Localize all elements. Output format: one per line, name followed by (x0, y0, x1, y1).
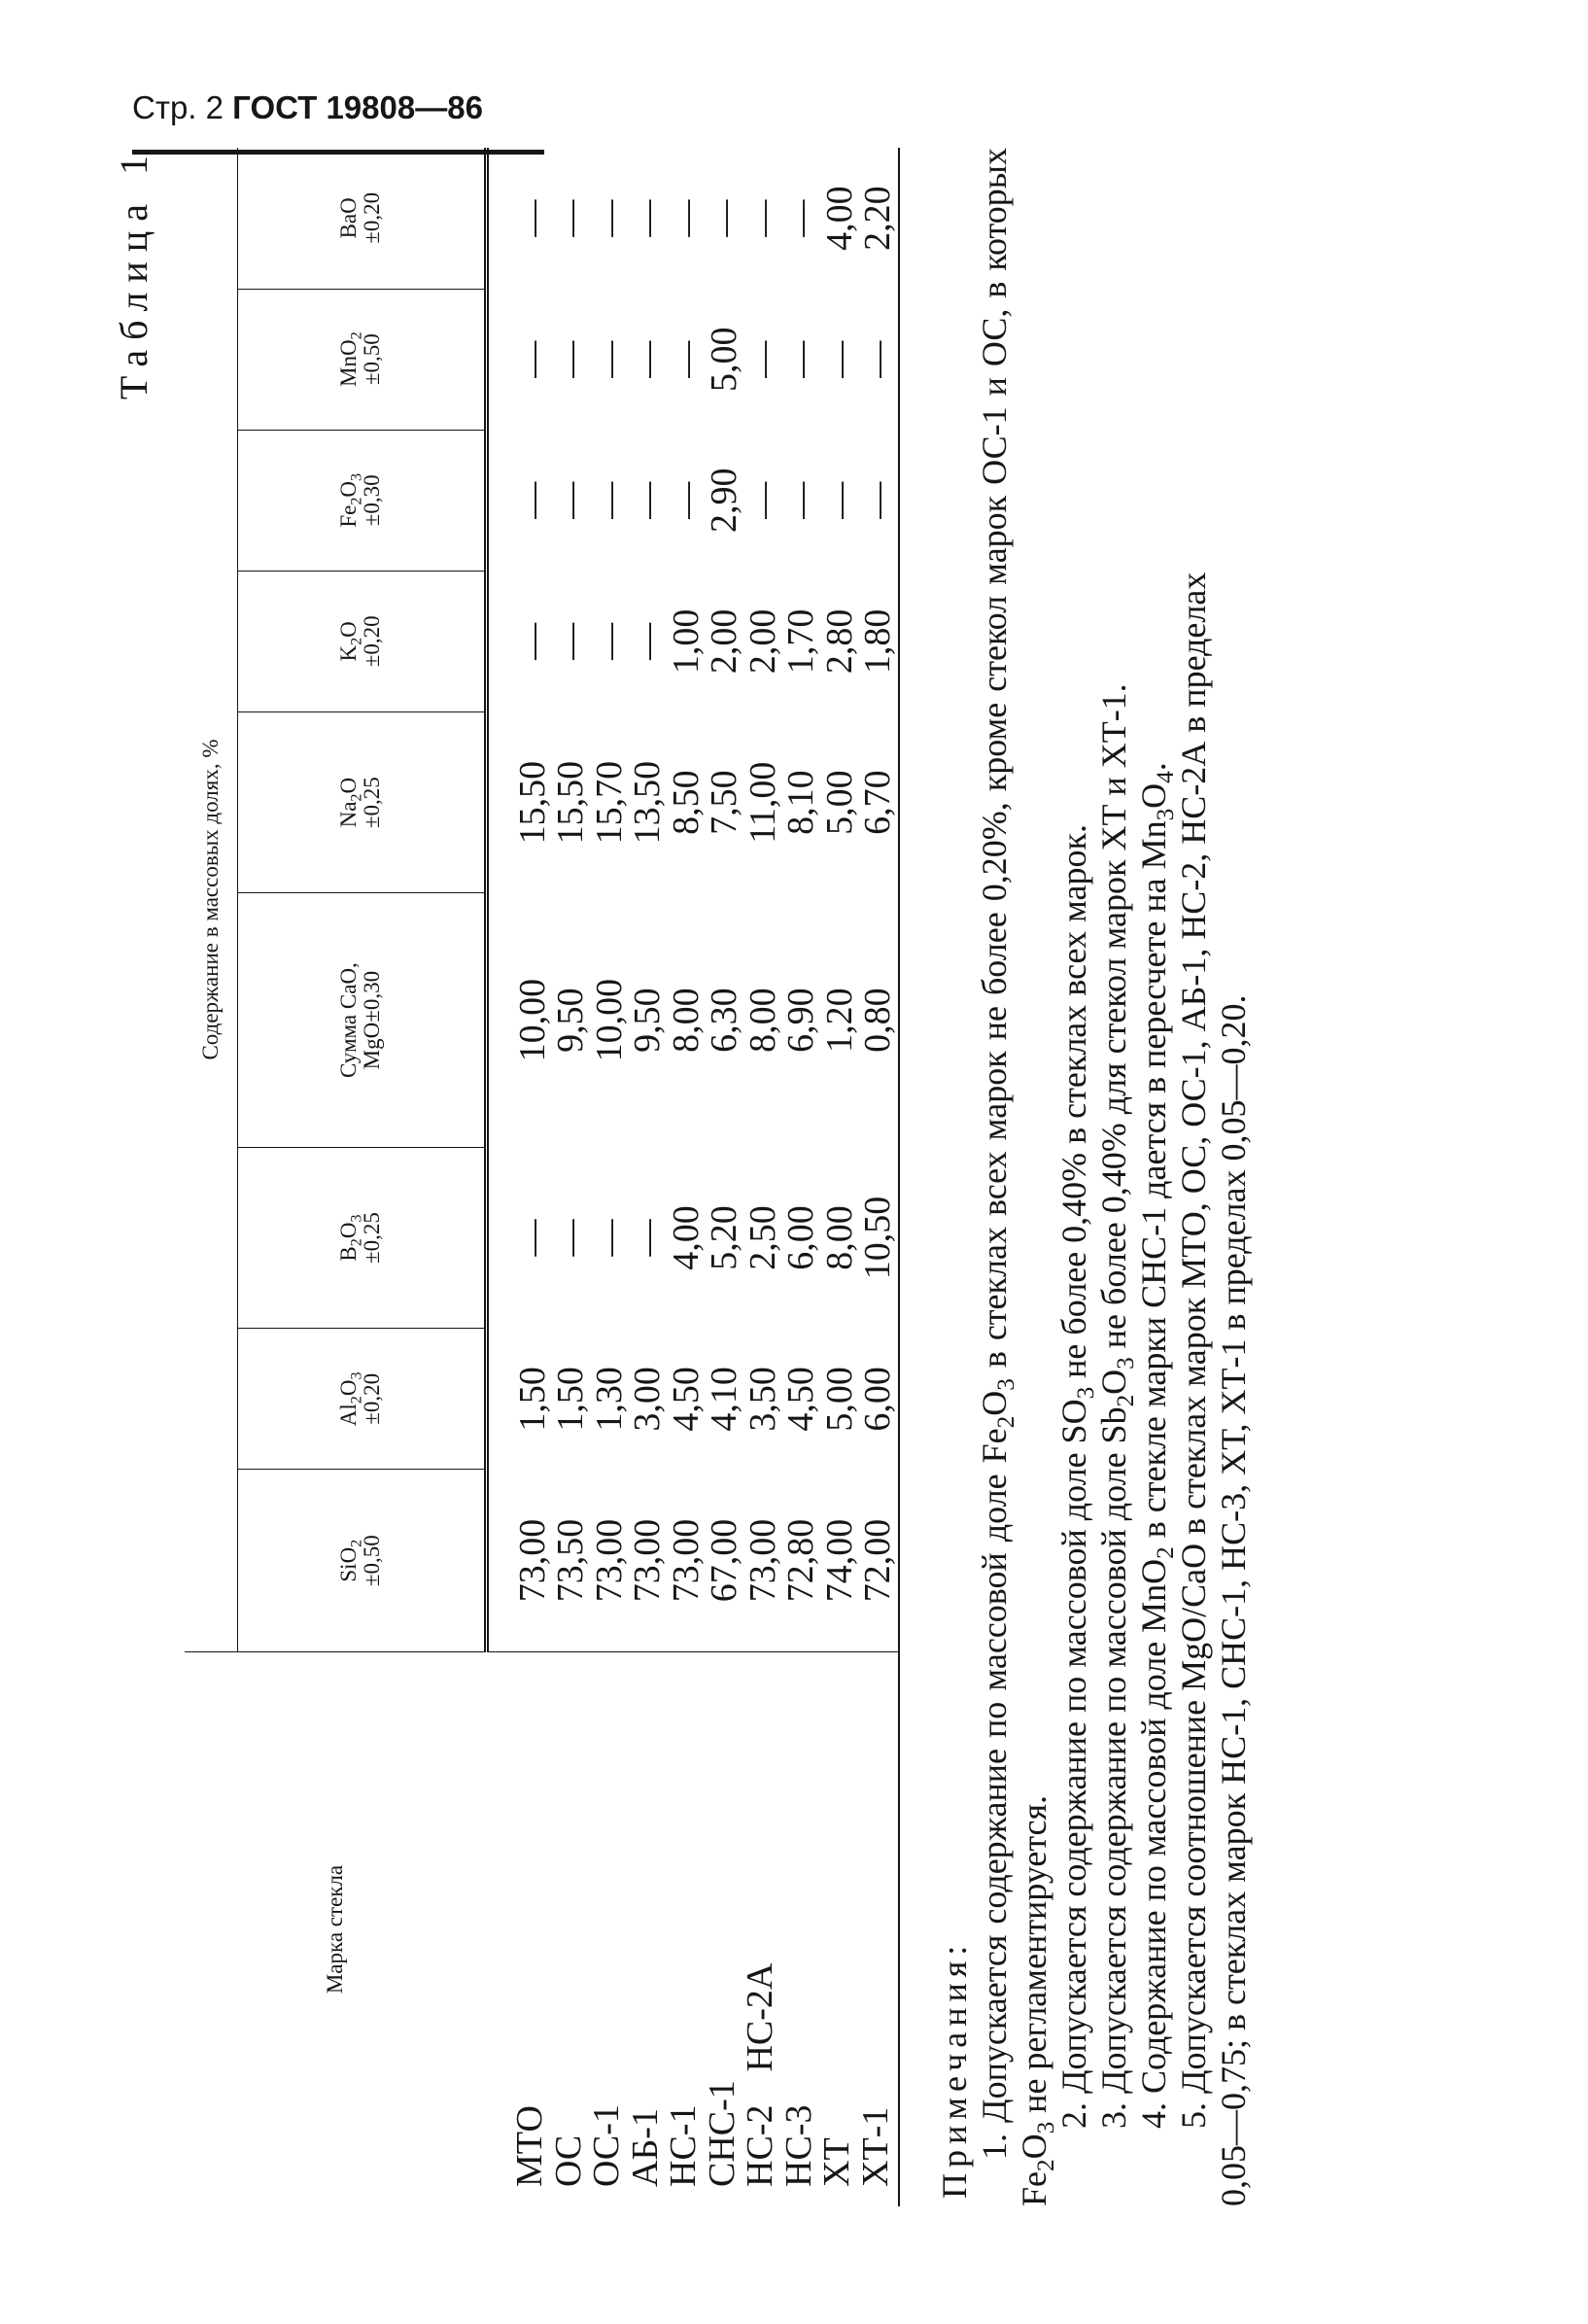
composition-table-wrap (185, 148, 900, 2206)
table-cell: — (665, 340, 707, 378)
value-column-4 (486, 893, 899, 1147)
column-header-7: $Fe_2O_3$ ±0,30 (238, 430, 486, 571)
table-cell: 1,50 (511, 1367, 553, 1432)
table-cell: 9,50 (627, 988, 668, 1053)
table-cell: 8,50 (665, 770, 707, 835)
table-cell: 72,00 (857, 1518, 898, 1603)
table-cell: 73,00 (511, 1518, 553, 1603)
table-cell: 5,00 (818, 1367, 860, 1432)
table-cell: — (857, 481, 898, 519)
value-column-3 (486, 1147, 899, 1329)
table-cell: 2,20 (857, 186, 898, 251)
value-column-1 (486, 1470, 899, 1652)
table-body-row (486, 148, 899, 2206)
brand-name (588, 1652, 627, 2187)
brand-label: АБ-1 (624, 2108, 666, 2187)
table-cell: 10,00 (588, 978, 630, 1062)
table-cell: — (627, 199, 668, 237)
brand-name (701, 1652, 742, 2187)
page-number: Стр. 2 (132, 89, 224, 125)
table-cell: 73,00 (665, 1518, 707, 1603)
standard-number: ГОСТ 19808—86 (232, 89, 483, 125)
note-4: 4. Содержание по массовой доле MnO$_2$ в стекле марки СНС-1 дается в пересчете на $Mn_3O_4$. (1134, 762, 1180, 2129)
brand-name (854, 1652, 896, 2187)
table-cell: 5,00 (818, 770, 860, 835)
table-cell: — (550, 1219, 591, 1257)
table-cell: 73,00 (627, 1518, 668, 1603)
column-header-8: MnO$_2$ ±0,50 (238, 289, 486, 430)
column-header-1: SiO$_2$ ±0,50 (238, 1470, 486, 1652)
table-cell: 15,50 (511, 760, 553, 845)
table-cell: — (742, 199, 783, 237)
table-cell: 6,30 (704, 988, 744, 1053)
table-cell: — (742, 340, 783, 378)
table-cell: — (588, 199, 630, 237)
table-cell: — (550, 199, 591, 237)
table-cell: — (627, 622, 668, 660)
column-header-5: $Na_2O$ ±0,25 (238, 711, 486, 893)
column-header-4: Сумма CaO, MgO±0,30 (238, 893, 486, 1147)
table-cell: 4,00 (818, 186, 860, 251)
table-cell: 73,00 (742, 1518, 783, 1603)
column-header-6: $K_2O$ ±0,20 (238, 571, 486, 711)
table-cell: — (627, 481, 668, 519)
table-cell: 2,90 (704, 468, 744, 534)
content-group-header: Содержание в массовых долях, % (185, 148, 238, 1652)
table-cell: — (704, 199, 744, 237)
brand-label: НС-1 (663, 2104, 704, 2187)
table-cell: 6,00 (857, 1367, 898, 1432)
table-cell: 2,50 (742, 1205, 783, 1270)
table-cell: — (665, 481, 707, 519)
table-cell: 15,50 (550, 760, 591, 845)
table-cell: — (550, 622, 591, 660)
brand-label: ХТ (816, 2137, 857, 2187)
table-cell: 1,00 (665, 608, 707, 675)
table-cell: 3,50 (742, 1367, 783, 1432)
table-cell: — (511, 622, 553, 660)
note-2: 2. Допускается содержание по массовой доле $SO_3$ не более 0,40% в стеклах всех марок. (1054, 823, 1100, 2129)
brand-label: ОС (547, 2134, 589, 2187)
table-cell: 1,80 (857, 608, 898, 675)
table-cell: — (627, 1219, 668, 1257)
table-cell: 1,20 (818, 988, 860, 1053)
table-cell: 6,90 (780, 988, 821, 1053)
table-cell: 10,50 (857, 1196, 898, 1280)
table-cell: 2,00 (742, 608, 783, 675)
table-cell: 73,50 (550, 1518, 591, 1603)
value-column-9 (486, 148, 899, 289)
brand-label: ХТ-1 (854, 2106, 896, 2187)
table-cell: 6,00 (780, 1205, 821, 1270)
brand-label: НС-3 (777, 2104, 819, 2187)
table-cell: 2,80 (818, 608, 860, 675)
table-cell: — (818, 481, 860, 519)
table-cell: 13,50 (627, 760, 668, 845)
table-cell: — (588, 340, 630, 378)
value-column-6 (486, 571, 899, 711)
table-cell: 8,00 (665, 988, 707, 1053)
brand-name (547, 1652, 589, 2187)
brand-column-header: Марка стекла (185, 1652, 486, 2207)
table-cell: — (550, 340, 591, 378)
table-cell: 1,30 (588, 1367, 630, 1432)
table-cell: 5,20 (704, 1205, 744, 1270)
table-cell: 72,80 (780, 1518, 821, 1603)
table-cell: — (511, 1219, 553, 1257)
column-header-2: $Al_2O_3$ ±0,20 (238, 1329, 486, 1470)
note-1: 1. Допускается содержание по массовой доле $Fe_2O_3$ в стеклах всех марок не более 0,20%, кроме стекол марок ОС-1 и ОС, в которых $Fe_2O_3$ не регламентируется. (975, 148, 1060, 2206)
table-cell: 3,00 (627, 1367, 668, 1432)
table-cell: 2,00 (704, 608, 744, 675)
table-cell: 4,50 (780, 1367, 821, 1432)
brand-name (665, 1652, 704, 2187)
table-cell: — (742, 481, 783, 519)
table-cell: 8,10 (780, 770, 821, 835)
table-cell: — (665, 199, 707, 237)
note-3: 3. Допускается содержание по массовой доле $Sb_2O_3$ не более 0,40% для стекол марок ХТ и ХТ-1. (1094, 683, 1140, 2129)
brand-name (624, 1652, 666, 2187)
brand-name (777, 1652, 819, 2187)
table-cell: 0,80 (857, 988, 898, 1053)
table-caption: Таблица 1 (112, 146, 155, 400)
column-header-9: BaO ±0,20 (238, 148, 486, 289)
table-cell: 74,00 (818, 1518, 860, 1603)
table-cell: — (511, 340, 553, 378)
brand-label: МТО (509, 2105, 550, 2187)
note-6: 0,05—0,75; в стеклах марок НС-1, СНС-1, НС-3, ХТ, ХТ-1 в пределах 0,05—0,20. (1214, 994, 1253, 2206)
table-cell: 6,70 (857, 770, 898, 835)
brand-name (742, 1652, 780, 2187)
note-5: 5. Допускается соотношение MgO/CaO в стеклах марок МТО, ОС, ОС-1, АБ-1, НС-2, НС-2А в пределах (1174, 572, 1213, 2129)
brand-label: СНС-1 (701, 2080, 742, 2187)
table-cell: 8,00 (818, 1205, 860, 1270)
brand-column (486, 1652, 899, 2207)
table-cell: 5,00 (704, 327, 744, 392)
brand-label: НС-2 (740, 2104, 780, 2187)
value-column-7 (486, 430, 899, 571)
table-cell: — (550, 481, 591, 519)
table-cell: 67,00 (704, 1518, 744, 1603)
table-cell: 4,10 (704, 1367, 744, 1432)
column-header-3: $B_2O_3$ ±0,25 (238, 1147, 486, 1329)
brand-name (818, 1652, 857, 2187)
rotated-page-body (112, 126, 1253, 2226)
table-cell: — (588, 1219, 630, 1257)
notes-heading: Примечания: (935, 1939, 974, 2199)
brand-alt-label: НС-2А (740, 1962, 780, 2072)
table-cell: 7,50 (704, 770, 744, 835)
table-cell: — (511, 481, 553, 519)
composition-table (185, 148, 900, 2206)
table-cell: — (857, 340, 898, 378)
table-cell: — (780, 199, 821, 237)
table-cell: 9,50 (550, 988, 591, 1053)
table-cell: 4,50 (665, 1367, 707, 1432)
table-cell: 1,50 (550, 1367, 591, 1432)
table-cell: 4,00 (665, 1205, 707, 1270)
table-cell: — (511, 199, 553, 237)
table-cell: 8,00 (742, 988, 783, 1053)
value-column-2 (486, 1329, 899, 1470)
brand-name (511, 1652, 550, 2187)
table-cell: 15,70 (588, 760, 630, 845)
table-cell: — (818, 340, 860, 378)
brand-label: ОС-1 (586, 2104, 627, 2187)
table-cell: 11,00 (742, 761, 783, 844)
table-cell: 1,70 (780, 608, 821, 675)
table-cell: — (780, 481, 821, 519)
value-column-8 (486, 289, 899, 430)
table-cell: 10,00 (511, 978, 553, 1062)
table-cell: — (780, 340, 821, 378)
table-cell: 73,00 (588, 1518, 630, 1603)
table-cell: — (627, 340, 668, 378)
table-cell: — (588, 481, 630, 519)
notes-block (935, 148, 1254, 2206)
value-column-5 (486, 711, 899, 893)
table-cell: — (588, 622, 630, 660)
